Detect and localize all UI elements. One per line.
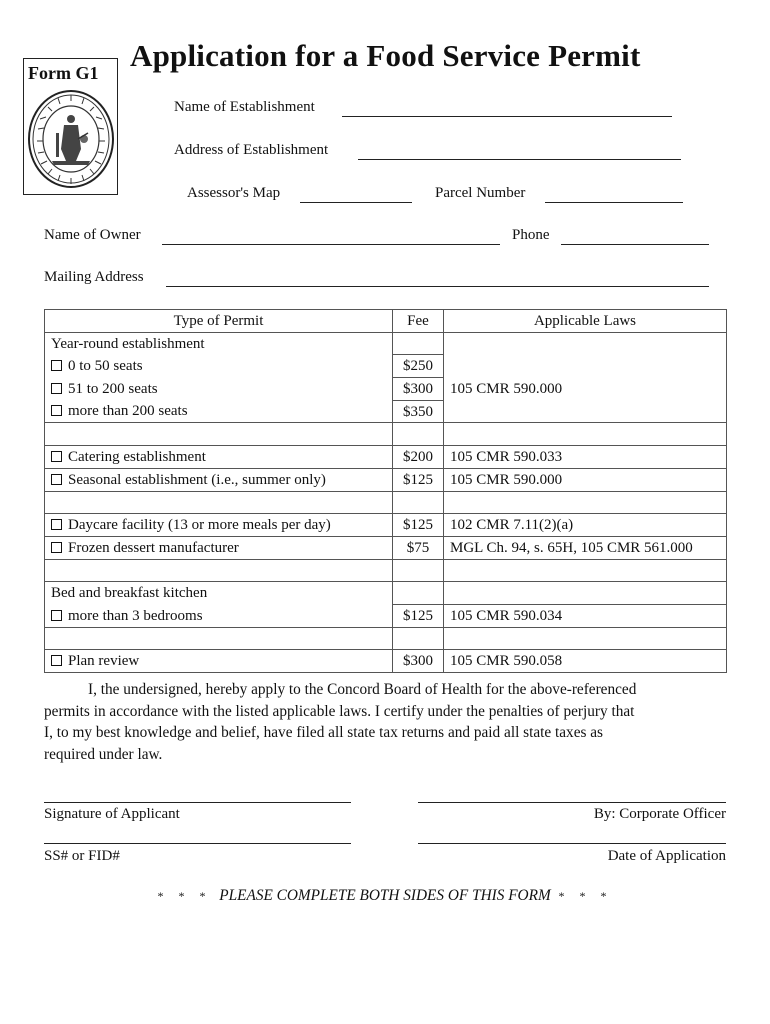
fee-value: $300 [393, 378, 444, 401]
group-label: Bed and breakfast kitchen [45, 582, 393, 605]
table-row [45, 378, 727, 401]
checkbox-icon[interactable] [51, 474, 62, 485]
officer-label: By: Corporate Officer [593, 806, 726, 822]
establishment-name-field[interactable] [342, 116, 672, 117]
permit-option[interactable]: Daycare facility (13 or more meals per day) [45, 514, 393, 537]
fee-value: $75 [393, 536, 444, 559]
assessors-map-label: Assessor's Map [187, 185, 281, 201]
permit-option[interactable]: 51 to 200 seats [45, 378, 393, 401]
permit-option[interactable]: more than 3 bedrooms [45, 604, 393, 627]
applicant-signature-field[interactable] [44, 802, 351, 803]
phone-field[interactable] [561, 244, 709, 245]
form-id: Form G1 [28, 63, 99, 83]
date-field[interactable] [418, 843, 726, 844]
owner-name-field[interactable] [162, 244, 500, 245]
table-row [45, 468, 727, 491]
establishment-address-label: Address of Establishment [174, 142, 329, 158]
fee-value: $125 [393, 604, 444, 627]
certification-statement: I, the undersigned, hereby apply to the Concord Board of Health for the above-referenced permits in accordance with the listed applicable laws. I certify under the penalties of perjury that I, to my best knowledge and belief, have filed all state tax returns and paid all state taxes as required under law. [44, 681, 637, 763]
mailing-address-label: Mailing Address [44, 269, 144, 285]
assessors-map-field[interactable] [300, 202, 412, 203]
phone-label: Phone [512, 227, 550, 243]
footer-stars-left: * * * [157, 889, 212, 903]
ssn-label: SS# or FID# [44, 848, 120, 864]
law-value: 105 CMR 590.058 [444, 650, 727, 673]
form-id-box [23, 58, 118, 195]
owner-name-label: Name of Owner [44, 227, 141, 243]
table-row [45, 604, 727, 627]
parcel-number-field[interactable] [545, 202, 683, 203]
checkbox-icon[interactable] [51, 405, 62, 416]
fee-value: $300 [393, 650, 444, 673]
permit-option[interactable]: Frozen dessert manufacturer [45, 536, 393, 559]
seal-text [24, 59, 38, 60]
fee-value: $125 [393, 468, 444, 491]
permit-option[interactable]: more than 200 seats [45, 400, 393, 423]
checkbox-icon[interactable] [51, 451, 62, 462]
establishment-name-label: Name of Establishment [174, 99, 315, 115]
law-value: 105 CMR 590.000 [444, 378, 727, 401]
parcel-number-label: Parcel Number [435, 185, 526, 201]
checkbox-icon[interactable] [51, 360, 62, 371]
officer-signature-field[interactable] [418, 802, 726, 803]
table-row [45, 400, 727, 423]
law-value: 102 CMR 7.11(2)(a) [444, 514, 727, 537]
footer-notice [0, 887, 770, 905]
permit-option[interactable]: Catering establishment [45, 446, 393, 469]
spacer-row [45, 423, 727, 446]
spacer-row [45, 627, 727, 650]
fee-value: $250 [393, 355, 444, 378]
table-row [45, 446, 727, 469]
spacer-row [45, 559, 727, 582]
fee-value: $125 [393, 514, 444, 537]
table-row [45, 514, 727, 537]
applicant-signature-label: Signature of Applicant [44, 806, 180, 822]
fee-value: $350 [393, 400, 444, 423]
table-row [45, 650, 727, 673]
page-title: Application for a Food Service Permit [130, 38, 641, 73]
checkbox-icon[interactable] [51, 542, 62, 553]
footer-text: PLEASE COMPLETE BOTH SIDES OF THIS FORM [219, 887, 551, 904]
law-value: MGL Ch. 94, s. 65H, 105 CMR 561.000 [444, 536, 727, 559]
table-row [45, 355, 727, 378]
header-laws: Applicable Laws [444, 310, 727, 333]
mailing-address-field[interactable] [166, 286, 709, 287]
fee-value: $200 [393, 446, 444, 469]
establishment-address-row [174, 142, 328, 159]
law-value: 105 CMR 590.033 [444, 446, 727, 469]
checkbox-icon[interactable] [51, 383, 62, 394]
checkbox-icon[interactable] [51, 655, 62, 666]
table-row [45, 582, 727, 605]
spacer-row [45, 491, 727, 514]
permit-table [44, 309, 727, 673]
table-row [45, 536, 727, 559]
law-value: 105 CMR 590.034 [444, 604, 727, 627]
permit-option[interactable]: Plan review [45, 650, 393, 673]
checkbox-icon[interactable] [51, 519, 62, 530]
permit-option[interactable]: 0 to 50 seats [45, 355, 393, 378]
date-label: Date of Application [607, 848, 726, 864]
town-seal-icon [26, 89, 116, 191]
group-label: Year-round establishment [45, 332, 393, 355]
table-header-row [45, 310, 727, 333]
table-row [45, 332, 727, 355]
footer-stars-right: * * * [558, 889, 613, 903]
law-value: 105 CMR 590.000 [444, 468, 727, 491]
permit-option[interactable]: Seasonal establishment (i.e., summer only) [45, 468, 393, 491]
establishment-name-row [174, 99, 315, 116]
ssn-field[interactable] [44, 843, 351, 844]
checkbox-icon[interactable] [51, 610, 62, 621]
header-fee: Fee [393, 310, 444, 333]
header-type: Type of Permit [45, 310, 393, 333]
establishment-address-field[interactable] [358, 159, 681, 160]
